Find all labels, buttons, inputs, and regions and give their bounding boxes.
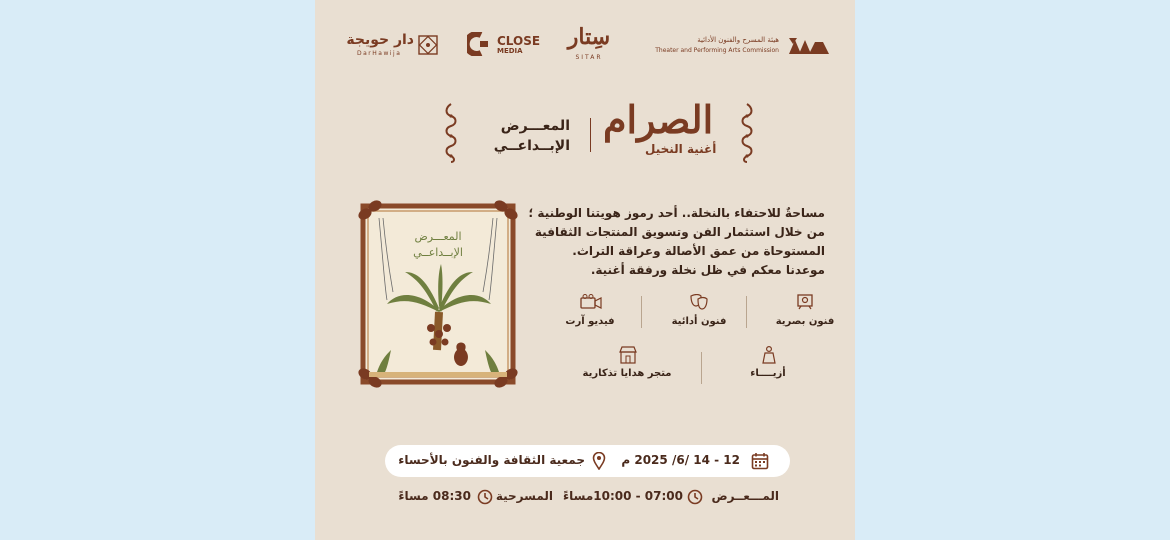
description-line-4: موعدنا معكم في ظل نخلة ورفقة أغنية. xyxy=(590,263,825,277)
feature-gift-shop xyxy=(577,346,677,382)
feature-visual-arts xyxy=(770,294,840,330)
costume-icon xyxy=(761,346,777,364)
right-ornament-icon xyxy=(739,102,755,164)
main-title: الصرام xyxy=(603,97,714,142)
sitar-arabic: سِتار xyxy=(567,24,611,50)
event-location: جمعية الثقافة والفنون بالأحساء xyxy=(398,453,585,467)
feature-performing-arts xyxy=(664,294,734,330)
dar-hawija-english: DarHawija xyxy=(357,50,402,57)
location-pin-icon xyxy=(592,452,606,470)
exhibition-label: المـــعــرض xyxy=(711,489,779,503)
dar-hawija-logo xyxy=(346,32,440,62)
feature-divider-2 xyxy=(641,296,642,328)
feature-visual-arts-label: فنون بصرية xyxy=(775,316,835,327)
artwork xyxy=(357,200,519,388)
sitar-english: SITAR xyxy=(575,54,603,61)
feature-video-art-label: فيديو آرت xyxy=(565,316,615,327)
left-ornament-icon xyxy=(443,102,459,164)
commission-arabic: هيئة المسرح والفنون الأدائية xyxy=(697,36,779,44)
close-media-logo xyxy=(467,30,547,60)
commission-english: Theater and Performing Arts Commission xyxy=(655,47,779,54)
theater-masks-icon xyxy=(689,294,709,310)
exhibition-time: 07:00 - 10:00مساءً xyxy=(562,489,683,503)
commission-emblem-icon xyxy=(789,38,829,54)
dar-hawija-emblem-icon xyxy=(417,34,439,56)
feature-divider-3 xyxy=(701,352,702,384)
artwork-text-line1: المعـــرض xyxy=(414,230,462,243)
close-media-line1: CLOSE xyxy=(497,34,541,48)
play-time: 08:30 مساءً xyxy=(398,489,471,503)
sitar-logo xyxy=(563,24,615,64)
feature-video-art xyxy=(555,294,625,330)
play-clock-icon xyxy=(477,489,493,505)
store-icon xyxy=(619,346,637,364)
video-camera-icon xyxy=(580,294,602,310)
event-date: 12 - 14 /6/ 2025 م xyxy=(621,453,740,467)
artwork-text-line2: الإبــداعــي xyxy=(413,246,463,259)
event-info-pill xyxy=(385,445,790,477)
close-media-line2: MEDIA xyxy=(497,47,523,55)
sub-title: أغنية النخيل xyxy=(645,142,717,156)
play-label: المسرحية xyxy=(495,489,553,503)
exhibition-clock-icon xyxy=(687,489,703,505)
exhibition-title-line2: الإبــداعــي xyxy=(493,138,570,154)
feature-gift-shop-label: متجر هدايا تذكارية xyxy=(582,368,672,379)
title-divider xyxy=(590,118,591,152)
description-line-2: من خلال استثمار الفن وتسويق المنتجات الثقافية xyxy=(534,225,825,239)
description-line-1: مساحةٌ للاحتفاء بالنخلة.. أحد رموز هويتنا الوطنية ؛ xyxy=(528,206,825,220)
artwork-frame-illustration xyxy=(357,200,519,388)
calendar-icon xyxy=(751,452,769,470)
feature-performing-arts-label: فنون أدائية xyxy=(671,316,727,327)
feature-costumes-label: أزيــــاء xyxy=(750,368,786,379)
poster xyxy=(315,0,855,540)
description-line-3: المستوحاة من عمق الأصالة وعراقة التراث. xyxy=(572,244,825,258)
exhibition-title-line1: المعـــرض xyxy=(500,118,570,134)
feature-divider-1 xyxy=(746,296,747,328)
dar-hawija-arabic: دار حويجة xyxy=(346,32,414,48)
palette-icon xyxy=(797,294,815,310)
close-media-film-icon xyxy=(467,32,493,56)
feature-costumes xyxy=(733,346,803,382)
commission-logo xyxy=(649,36,829,60)
